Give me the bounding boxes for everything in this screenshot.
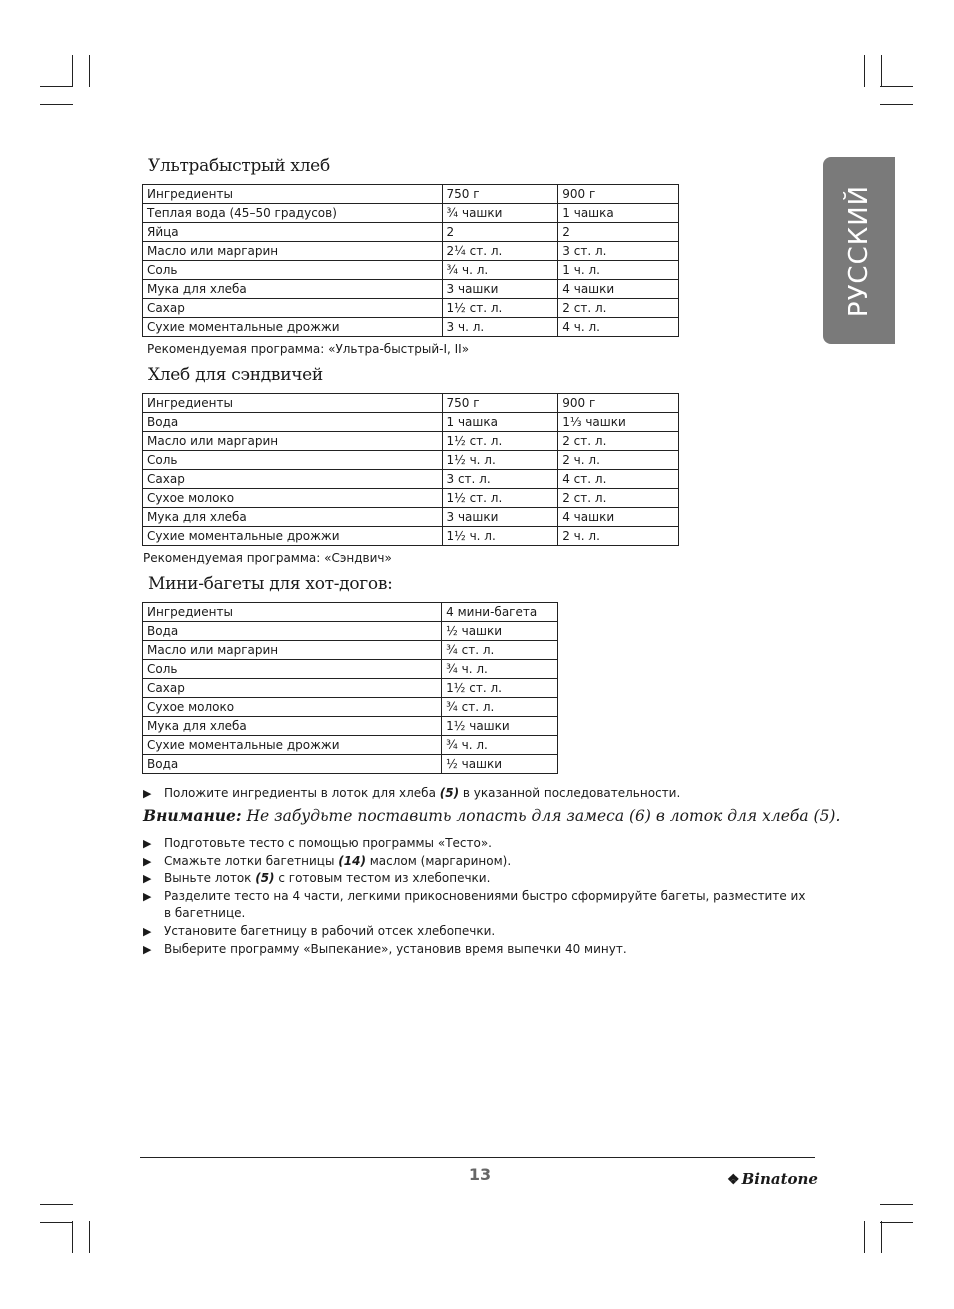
- instruction-item: ▶ Разделите тесто на 4 части, легкими прикосновениями быстро сформируйте багеты, разместите их в багетнице.: [143, 888, 815, 923]
- table-cell: 2 ч. л.: [558, 451, 679, 470]
- table-row: [143, 470, 679, 489]
- table-row: [143, 717, 558, 736]
- warning-text: Не забудьте поставить лопасть для замеса (6) в лоток для хлеба (5).: [241, 807, 841, 825]
- table-cell: 1 чашка: [442, 413, 558, 432]
- table-row: [143, 432, 679, 451]
- table-cell: Сухое молоко: [143, 489, 443, 508]
- language-tab: [823, 157, 895, 344]
- instruction-item: ▶ Установите багетницу в рабочий отсек хлебопечки.: [143, 923, 815, 941]
- table-cell: 2: [558, 223, 679, 242]
- table-cell: Вода: [143, 755, 442, 774]
- table-cell: ¾ ст. л.: [442, 698, 558, 717]
- table-row: [143, 451, 679, 470]
- recipe-table-body: [143, 603, 558, 774]
- table-cell: ½ чашки: [442, 622, 558, 641]
- section-title: Хлеб для сэндвичей: [148, 365, 323, 385]
- warning-label: Внимание:: [143, 806, 242, 825]
- table-row: [143, 679, 558, 698]
- table-row: [143, 280, 679, 299]
- table-header-row: [143, 185, 679, 204]
- brand-name: Binatone: [741, 1170, 818, 1188]
- table-header-cell: 750 г: [442, 394, 558, 413]
- table-cell: 3 ст. л.: [442, 470, 558, 489]
- table-row: [143, 489, 679, 508]
- table-cell: 1⅓ чашки: [558, 413, 679, 432]
- table-row: [143, 641, 558, 660]
- table-cell: Масло или маргарин: [143, 242, 443, 261]
- table-cell: 2¼ ст. л.: [442, 242, 558, 261]
- table-row: [143, 299, 679, 318]
- right-triangle-icon: ▶: [143, 942, 152, 956]
- brand-mark-icon: ❖: [727, 1172, 740, 1188]
- section-title: Мини-багеты для хот-догов:: [148, 574, 393, 594]
- language-tab-label: РУССКИЙ: [844, 184, 874, 317]
- table-cell: 1 ч. л.: [558, 261, 679, 280]
- table-cell: ¾ ст. л.: [442, 641, 558, 660]
- table-cell: Сухие моментальные дрожжи: [143, 736, 442, 755]
- table-row: [143, 318, 679, 337]
- table-header-cell: 4 мини-багета: [442, 603, 558, 622]
- table-header-row: [143, 603, 558, 622]
- table-cell: 4 чашки: [558, 508, 679, 527]
- table-cell: 1½ ст. л.: [442, 432, 558, 451]
- table-row: [143, 527, 679, 546]
- table-row: [143, 223, 679, 242]
- table-cell: Теплая вода (45–50 градусов): [143, 204, 443, 223]
- table-cell: Вода: [143, 413, 443, 432]
- table-row: [143, 242, 679, 261]
- table-cell: Вода: [143, 622, 442, 641]
- table-header-cell: Ингредиенты: [143, 185, 443, 204]
- table-cell: 1½ ч. л.: [442, 527, 558, 546]
- table-cell: 3 чашки: [442, 508, 558, 527]
- table-cell: 2: [442, 223, 558, 242]
- table-header-cell: 750 г: [442, 185, 558, 204]
- table-row: [143, 204, 679, 223]
- page-number: 13: [468, 1165, 492, 1184]
- table-cell: 3 ст. л.: [558, 242, 679, 261]
- table-cell: ¾ чашки: [442, 204, 558, 223]
- table-cell: Масло или маргарин: [143, 641, 442, 660]
- table-cell: 1½ ст. л.: [442, 489, 558, 508]
- table-row: [143, 508, 679, 527]
- table-cell: 1½ ч. л.: [442, 451, 558, 470]
- section-title: Ультрабыстрый хлеб: [148, 156, 330, 176]
- recipe-table: [142, 393, 679, 546]
- table-row: [143, 698, 558, 717]
- instruction-item: ▶ Смажьте лотки багетницы (14) маслом (маргарином).: [143, 853, 815, 871]
- table-cell: 1½ чашки: [442, 717, 558, 736]
- instruction-item: ▶ Положите ингредиенты в лоток для хлеба (5) в указанной последовательности.: [143, 785, 815, 803]
- instruction-item: ▶ Выберите программу «Выпекание», установив время выпечки 40 минут.: [143, 941, 815, 959]
- table-row: [143, 622, 558, 641]
- table-cell: Соль: [143, 261, 443, 280]
- table-cell: 2 ст. л.: [558, 299, 679, 318]
- table-cell: 1½ ст. л.: [442, 679, 558, 698]
- table-cell: Сахар: [143, 470, 443, 489]
- table-cell: 3 чашки: [442, 280, 558, 299]
- table-cell: Яйца: [143, 223, 443, 242]
- instruction-item: ▶ Выньте лоток (5) с готовым тестом из хлебопечки.: [143, 870, 815, 888]
- table-cell: ½ чашки: [442, 755, 558, 774]
- warning-note: [143, 806, 840, 825]
- table-cell: Сухие моментальные дрожжи: [143, 318, 443, 337]
- table-cell: Соль: [143, 660, 442, 679]
- recipe-table-body: [143, 185, 679, 337]
- right-triangle-icon: ▶: [143, 787, 152, 800]
- table-cell: Мука для хлеба: [143, 508, 443, 527]
- table-header-row: [143, 394, 679, 413]
- recipe-table-body: [143, 394, 679, 546]
- right-triangle-icon: ▶: [143, 889, 152, 903]
- table-cell: ¾ ч. л.: [442, 261, 558, 280]
- table-cell: 4 ст. л.: [558, 470, 679, 489]
- table-cell: Мука для хлеба: [143, 280, 443, 299]
- table-cell: Сахар: [143, 679, 442, 698]
- table-row: [143, 736, 558, 755]
- table-cell: 1 чашка: [558, 204, 679, 223]
- right-triangle-icon: ▶: [143, 872, 152, 886]
- table-row: [143, 755, 558, 774]
- table-header-cell: 900 г: [558, 394, 679, 413]
- recommended-program: Рекомендуемая программа: «Сэндвич»: [143, 551, 392, 565]
- brand-logo: [727, 1170, 818, 1188]
- instruction-list-first: [143, 785, 815, 803]
- table-cell: Сухое молоко: [143, 698, 442, 717]
- table-cell: 4 ч. л.: [558, 318, 679, 337]
- table-cell: Сухие моментальные дрожжи: [143, 527, 443, 546]
- table-row: [143, 660, 558, 679]
- table-row: [143, 261, 679, 280]
- table-cell: Соль: [143, 451, 443, 470]
- table-cell: ¾ ч. л.: [442, 736, 558, 755]
- table-cell: 2 ч. л.: [558, 527, 679, 546]
- instruction-list: [143, 835, 815, 958]
- table-cell: 2 ст. л.: [558, 432, 679, 451]
- recipe-table: [142, 184, 679, 337]
- table-cell: 3 ч. л.: [442, 318, 558, 337]
- table-cell: Мука для хлеба: [143, 717, 442, 736]
- table-cell: Сахар: [143, 299, 443, 318]
- table-row: [143, 413, 679, 432]
- table-header-cell: Ингредиенты: [143, 603, 442, 622]
- recipe-table: [142, 602, 558, 774]
- table-cell: ¾ ч. л.: [442, 660, 558, 679]
- right-triangle-icon: ▶: [143, 924, 152, 938]
- table-cell: Масло или маргарин: [143, 432, 443, 451]
- table-cell: 2 ст. л.: [558, 489, 679, 508]
- table-cell: 4 чашки: [558, 280, 679, 299]
- footer-divider: [140, 1157, 815, 1158]
- table-header-cell: 900 г: [558, 185, 679, 204]
- right-triangle-icon: ▶: [143, 837, 152, 850]
- instruction-item: ▶ Подготовьте тесто с помощью программы «Тесто».: [143, 835, 815, 853]
- recommended-program: Рекомендуемая программа: «Ультра-быстрый-I, II»: [147, 342, 470, 356]
- right-triangle-icon: ▶: [143, 854, 152, 868]
- table-header-cell: Ингредиенты: [143, 394, 443, 413]
- table-cell: 1½ ст. л.: [442, 299, 558, 318]
